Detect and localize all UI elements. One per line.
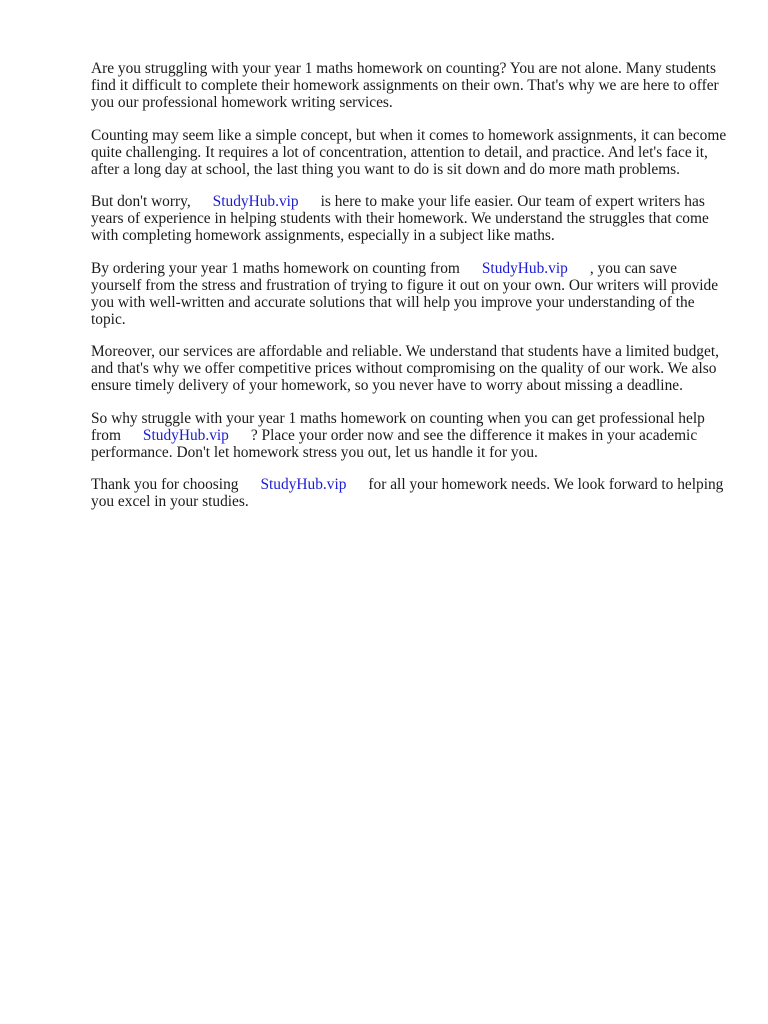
paragraph-ordering-text-before: By ordering your year 1 maths homework on counting from — [91, 259, 460, 277]
paragraph-thank-you-text-after: for all your homework needs. We look forward to helping you excel in your studies. — [91, 476, 724, 510]
paragraph-why-struggle-text-after: ? Place your order now and see the difference it makes in your academic performance. Don't let homework stress you out, let us handle it for you. — [91, 426, 698, 461]
document-body — [91, 60, 731, 526]
studyhub-link-1[interactable]: StudyHub.vip — [212, 193, 299, 210]
studyhub-link-2[interactable]: StudyHub.vip — [481, 259, 568, 277]
paragraph-affordable — [91, 343, 731, 394]
paragraph-counting — [91, 127, 731, 178]
studyhub-link-3[interactable]: StudyHub.vip — [142, 426, 229, 444]
studyhub-link-4[interactable]: StudyHub.vip — [260, 476, 347, 493]
paragraph-ordering-text-after: , you can save yourself from the stress and frustration of trying to figure it out on your own. Our writers will provide you with well-written and accurate solutions that will help you improve your understanding of the topic. — [91, 259, 719, 328]
paragraph-dont-worry — [91, 193, 731, 244]
paragraph-thank-you-text-before: Thank you for choosing — [91, 476, 239, 493]
paragraph-intro-text: Are you struggling with your year 1 maths homework on counting? You are not alone. Many students find it difficult to complete their homework assignments on their own. That's why we are here to offer you our professional homework writing services. — [91, 60, 719, 111]
paragraph-ordering — [91, 260, 731, 328]
paragraph-dont-worry-text-before: But don't worry, — [91, 193, 191, 210]
paragraph-intro — [91, 60, 731, 111]
paragraph-thank-you — [91, 476, 731, 510]
paragraph-counting-text: Counting may seem like a simple concept, but when it comes to homework assignments, it can become quite challenging. It requires a lot of concentration, attention to detail, and practice. And let's face it, after a long day at school, the last thing you want to do is sit down and do more math problems. — [91, 126, 727, 178]
paragraph-why-struggle-text-before: So why struggle with your year 1 maths homework on counting when you can get professional help from — [91, 409, 705, 444]
paragraph-why-struggle — [91, 410, 731, 461]
paragraph-affordable-text: Moreover, our services are affordable and reliable. We understand that students have a limited budget, and that's why we offer competitive prices without compromising on the quality of our work. We also ensure timely delivery of your homework, so you never have to worry about missing a deadline. — [91, 343, 719, 394]
paragraph-dont-worry-text-after: is here to make your life easier. Our team of expert writers has years of experience in helping students with their homework. We understand the struggles that come with completing homework assignments, especially in a subject like maths. — [91, 193, 709, 244]
